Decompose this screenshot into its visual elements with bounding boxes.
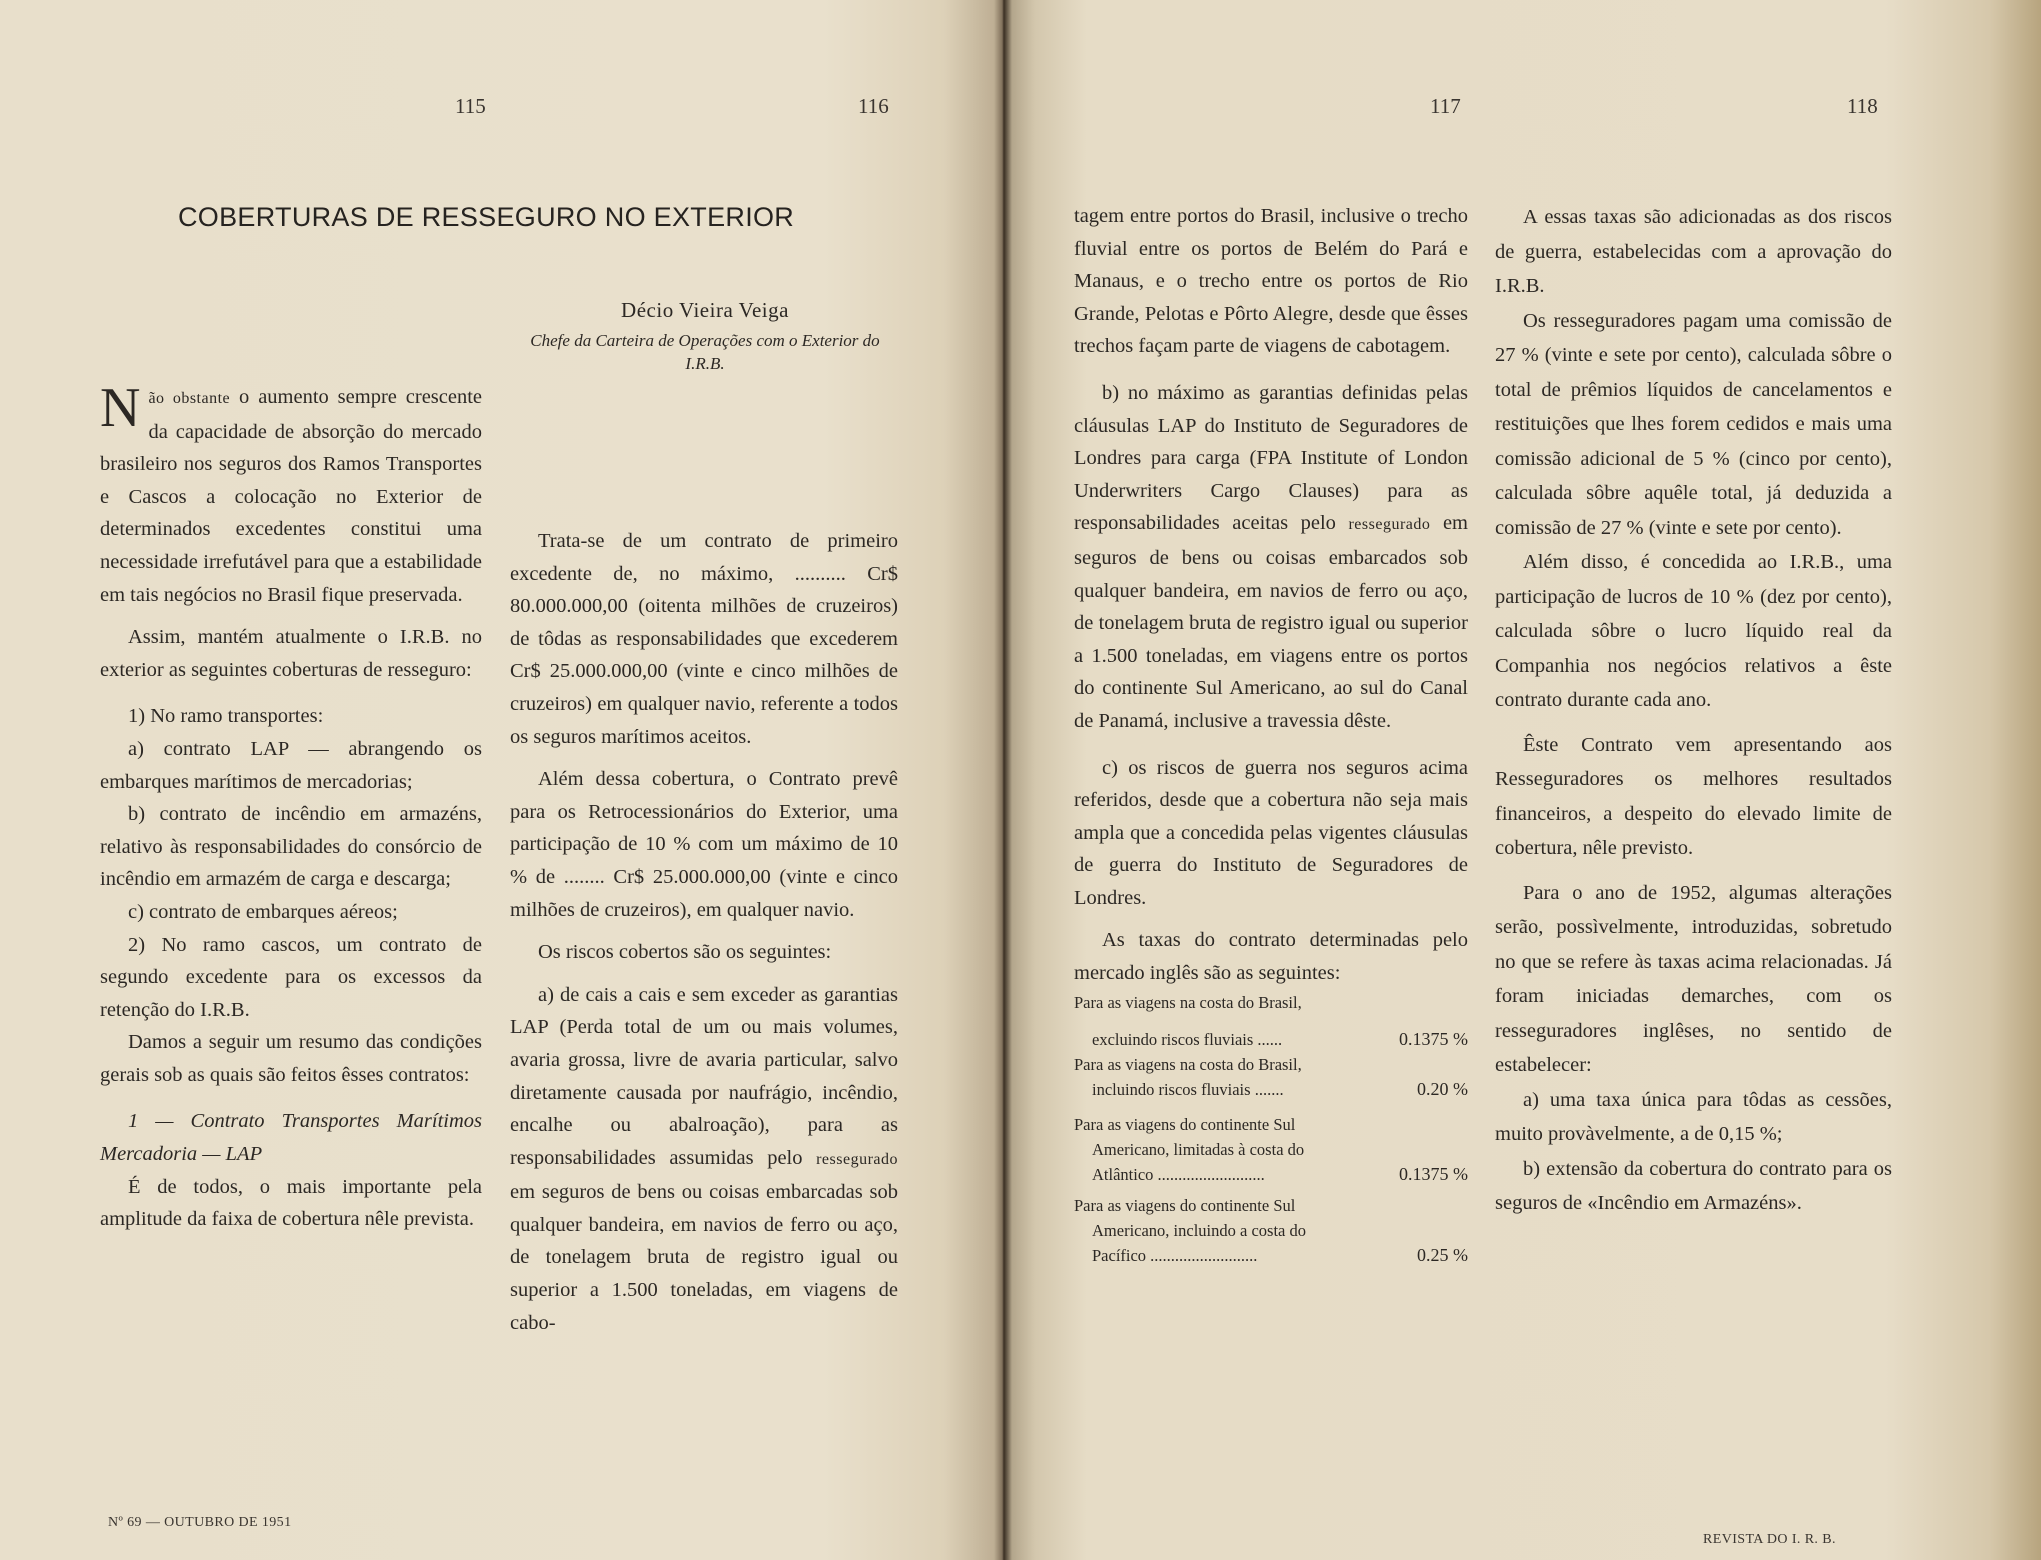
- paragraph: 2) No ramo cascos, um contrato de segundo excedente para os excessos da retenção do I.R.B.: [100, 933, 482, 1021]
- smallcaps-term: ressegurado: [816, 1150, 898, 1168]
- column-4: [1495, 200, 1892, 1221]
- rate-value: 0.1375 %: [1399, 1163, 1468, 1184]
- page-number-118: 118: [1847, 94, 1878, 118]
- list-item: c) os riscos de guerra nos seguros acima referidos, desde que a cobertura não seja mais ampla que a concedida pelas vigentes cláusulas de guerra do Instituto de Seguradores de Londres.: [1074, 756, 1468, 909]
- paragraph: Além dessa cobertura, o Contrato prevê para os Retrocessionários do Exterior, uma participação de 10 % com um máximo de 10 % de ........ Cr$ 25.000.000,00 (vinte e cinco milhões de cruzeiros), em qualquer navio.: [510, 768, 898, 921]
- rate-row: [1074, 1193, 1468, 1268]
- paragraph: Para o ano de 1952, algumas alterações serão, possìvelmente, introduzidas, sobretudo no que se refere às taxas acima relacionadas. Já foram iniciadas demarches, com os resseguradores inglêses, no sentido de estabelecer:: [1495, 881, 1892, 1076]
- rate-desc-line: Para as viagens do continente Sul: [1074, 1114, 1296, 1134]
- list-item-text: em seguros de bens ou coisas embarcados sob qualquer bandeira, em navios de ferro ou aço, de tonelagem bruta de registro igual ou superior a 1.500 toneladas, em viagens entre os portos do continente Sul Americano, ao sul do Canal de Panamá, inclusive a travessia dêste.: [1074, 512, 1468, 732]
- paragraph: 1) No ramo transportes:: [128, 705, 324, 728]
- intro-paragraph: [100, 377, 483, 611]
- paragraph: Assim, mantém atualmente o I.R.B. no exterior as seguintes coberturas de resseguro:: [100, 626, 482, 681]
- page-number-116: 116: [858, 94, 889, 118]
- list-item: [1074, 377, 1468, 738]
- book-gutter: [994, 0, 1012, 1560]
- rate-value: 0.20 %: [1417, 1078, 1468, 1099]
- rate-row: [1074, 1112, 1468, 1187]
- rate-desc-line: Pacífico ..........................: [1092, 1245, 1258, 1265]
- rate-row: [1074, 990, 1468, 1052]
- rate-value: 0.25 %: [1417, 1244, 1468, 1265]
- list-item: a) contrato LAP — abrangendo os embarques marítimos de mercadorias;: [100, 737, 482, 793]
- list-item-text: a) de cais a cais e sem exceder as garantias LAP (Perda total de um ou mais volumes, avaria grossa, livre de avaria particular, salvo diretamente causada por naufrágio, incêndio, encalhe ou abalroação), para as responsabilidades assumidas pelo: [510, 983, 898, 1169]
- author-block: [520, 298, 890, 375]
- page-number-115: 115: [455, 94, 486, 118]
- list-item: b) contrato de incêndio em armazéns, relativo às responsabilidades do consórcio de incêndio em armazém de carga e descarga;: [100, 803, 482, 891]
- paragraph: Os riscos cobertos são os seguintes:: [538, 941, 832, 964]
- article-title: COBERTURAS DE RESSEGURO NO EXTERIOR: [178, 202, 795, 232]
- paragraph: A essas taxas são adicionadas as dos riscos de guerra, estabelecidas com a aprovação do I.R.B.: [1495, 206, 1892, 297]
- rates-table: [1074, 990, 1468, 1268]
- paragraph: Os resseguradores pagam uma comissão de 27 % (vinte e sete por cento), calculada sôbre o total de prêmios líquidos de cancelamentos e restituições que lhes forem cedidos e mais uma comissão adicional de 5 % (cinco por cento), calculada sôbre aquêle total, já deduzida a comissão de 27 % (vinte e sete por cento).: [1495, 309, 1892, 539]
- author-name: Décio Vieira Veiga: [621, 298, 789, 322]
- smallcaps-term: ressegurado: [1348, 516, 1431, 534]
- rate-desc-line: Para as viagens na costa do Brasil,: [1074, 1054, 1302, 1074]
- rate-desc-line: Americano, incluindo a costa do: [1092, 1220, 1306, 1240]
- list-item: a) uma taxa única para tôdas as cessões, muito provàvelmente, a de 0,15 %;: [1495, 1088, 1892, 1145]
- column-1: [100, 377, 483, 1236]
- footer-issue: Nº 69 — OUTUBRO DE 1951: [108, 1515, 292, 1530]
- footer-journal: REVISTA DO I. R. B.: [1703, 1532, 1836, 1547]
- paragraph: tagem entre portos do Brasil, inclusive o trecho fluvial entre os portos de Belém do Pará e Manaus, e o trecho entre os portos de Rio Grande, Pelotas e Pôrto Alegre, desde que êsses trechos façam parte de viagens de cabotagem.: [1074, 205, 1468, 358]
- paragraph: Damos a seguir um resumo das condições gerais sob as quais são feitos êsses contratos:: [100, 1031, 482, 1086]
- paragraph: Trata-se de um contrato de primeiro excedente de, no máximo, .......... Cr$ 80.000.000,00 (oitenta milhões de cruzeiros) de tôdas as responsabilidades que excederem Cr$ 25.000.000,00 (vinte e cinco milhões de cruzeiros) em qualquer navio, referente a todos os seguros marítimos aceitos.: [510, 530, 898, 748]
- rate-desc-line: incluindo riscos fluviais .......: [1092, 1079, 1284, 1099]
- list-item: c) contrato de embarques aéreos;: [128, 900, 398, 923]
- list-item: [510, 979, 898, 1340]
- column-3: [1074, 200, 1468, 1268]
- paragraph: É de todos, o mais importante pela amplitude da faixa de cobertura nêle prevista.: [100, 1175, 482, 1231]
- column-2: [510, 525, 898, 1339]
- list-item-text: em seguros de bens ou coisas embarcadas sob qualquer bandeira, em navios de ferro ou aço, de tonelagem bruta de registro igual ou superior a 1.500 toneladas, em viagens de cabo-: [510, 1181, 898, 1334]
- list-item-text: b) no máximo as garantias definidas pelas cláusulas LAP do Instituto de Seguradores de Londres para carga (FPA Institute of London Underwriters Cargo Clauses) para as responsabilidades aceitas pelo: [1074, 381, 1468, 535]
- intro-smallcaps: ão obstante: [148, 390, 231, 407]
- drop-cap: N: [100, 377, 141, 439]
- rate-row: [1074, 1052, 1468, 1102]
- rate-desc-line: Para as viagens do continente Sul: [1074, 1195, 1296, 1215]
- list-item: b) extensão da cobertura do contrato para os seguros de «Incêndio em Armazéns».: [1495, 1157, 1892, 1214]
- rate-desc-line: Para as viagens na costa do Brasil,: [1074, 992, 1302, 1012]
- page-number-117: 117: [1430, 94, 1461, 118]
- rate-desc-line: Americano, limitadas à costa do: [1092, 1139, 1305, 1159]
- paragraph: Além disso, é concedida ao I.R.B., uma participação de lucros de 10 % (dez por cento), calculada sôbre o lucro líquido real da Companhia nos negócios relativos a êste contrato durante cada ano.: [1495, 551, 1892, 711]
- paragraph: Êste Contrato vem apresentando aos Resseguradores os melhores resultados financeiros, a despeito do elevado limite de cobertura, nêle previsto.: [1495, 733, 1892, 859]
- section-heading: 1 — Contrato Transportes Marítimos Mercadoria — LAP: [100, 1110, 482, 1166]
- paragraph: As taxas do contrato determinadas pelo mercado inglês são as seguintes:: [1074, 929, 1468, 985]
- rate-desc-line: Atlântico ..........................: [1092, 1164, 1265, 1184]
- intro-text: o aumento sempre crescente da capacidade de absorção do mercado brasileiro nos seguros dos Ramos Transportes e Cascos a colocação no Exterior de determinados excedentes constitui uma necessidade irrefutável para que a estabilidade em tais negócios no Brasil fique preservada.: [100, 386, 483, 606]
- rate-value: 0.1375 %: [1399, 1028, 1468, 1049]
- rate-desc-line: excluindo riscos fluviais ......: [1092, 1029, 1283, 1049]
- author-role: Chefe da Carteira de Operações com o Exterior do I.R.B.: [530, 331, 880, 373]
